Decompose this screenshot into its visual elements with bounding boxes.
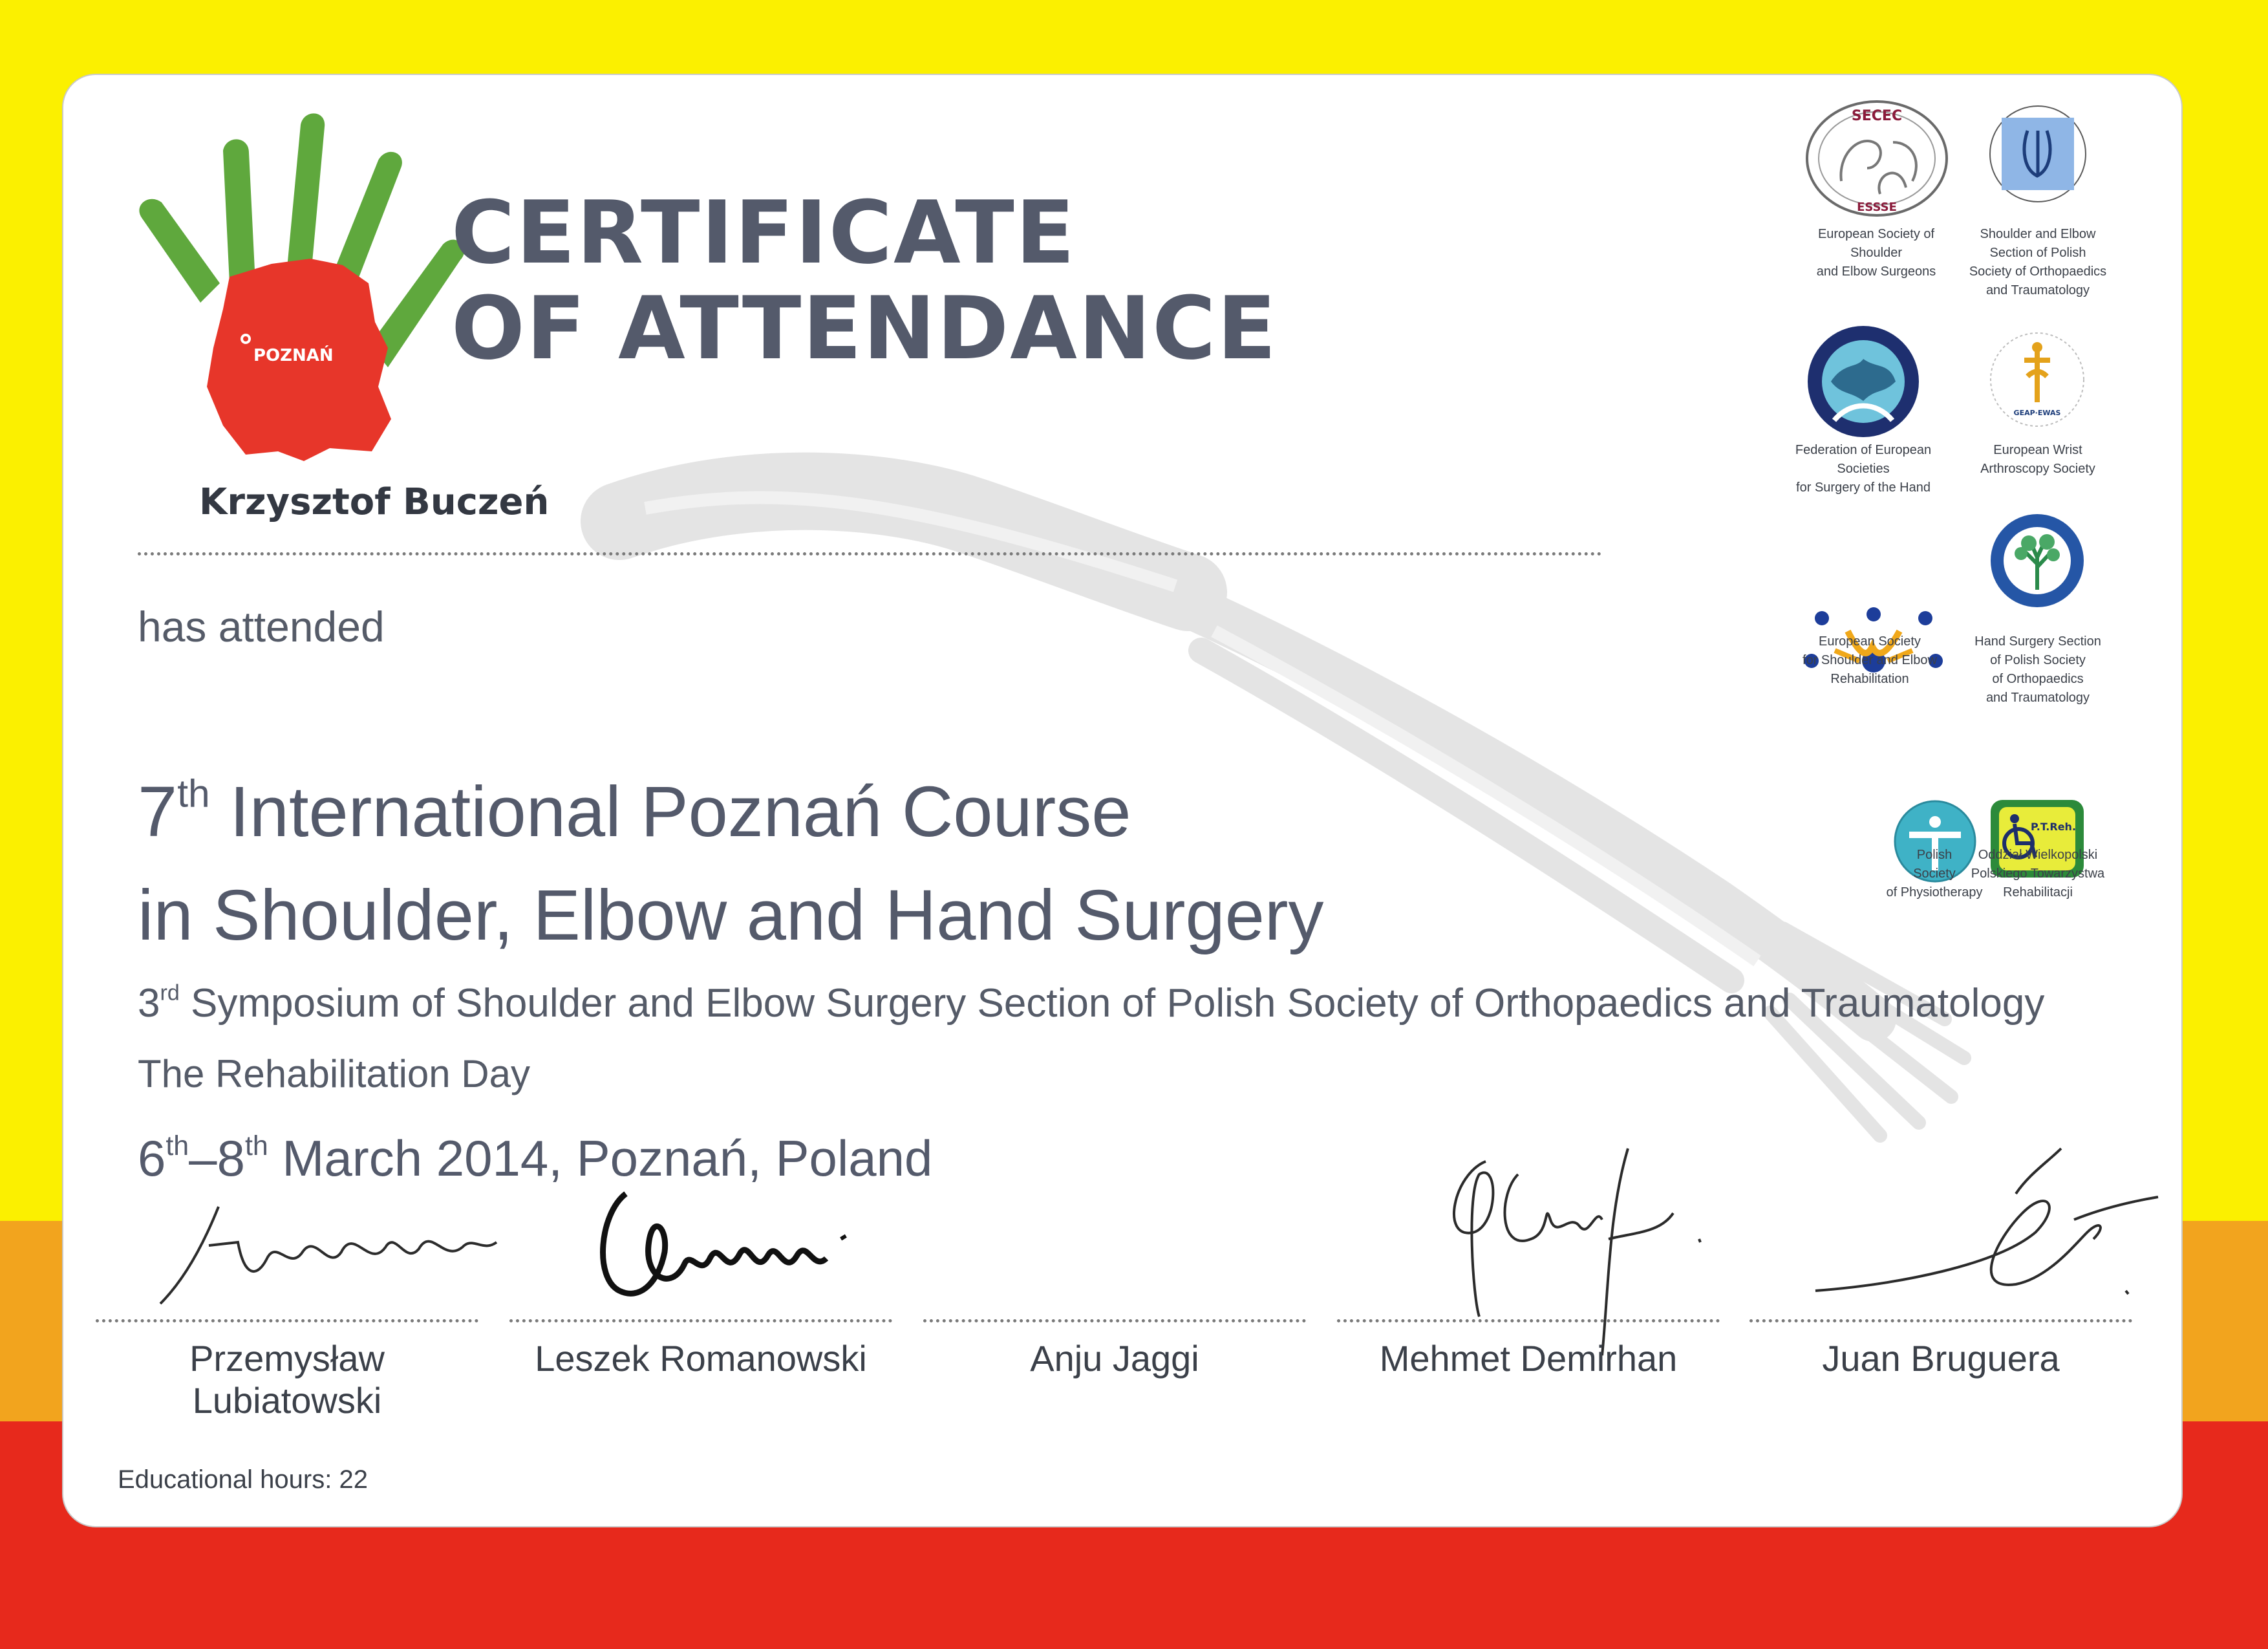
signatory-name: Anju Jaggi (1030, 1338, 1199, 1379)
secec-essse-icon (1803, 97, 1951, 220)
society-caption-hand-surgery: Hand Surgery Section of Polish Society of Orthopaedics and Traumatology (1974, 634, 2101, 705)
svg-text:GEAP·EWAS: GEAP·EWAS (2013, 409, 2061, 417)
signature-line-5 (1749, 1319, 2132, 1322)
rehabilitation-day: The Rehabilitation Day (138, 1052, 531, 1095)
svg-text:P.T.Reh.: P.T.Reh. (2030, 821, 2077, 833)
signatory-name: Juan Bruguera (1822, 1338, 2060, 1379)
hand-surgery-tree-icon (1989, 512, 2086, 609)
poznan-map-label: POZNAŃ (253, 346, 334, 365)
signatory-name: Przemysław Lubiatowski (189, 1338, 385, 1421)
signatory-name: Mehmet Demirhan (1379, 1338, 1678, 1379)
signatory-name: Leszek Romanowski (535, 1338, 867, 1379)
society-caption-ptreh: Oddział Wielkopolski Polskiego Towarzystwa Rehabilitacji (1971, 848, 2105, 900)
signature-romanowski (587, 1174, 884, 1323)
course-title (138, 760, 1324, 967)
fessh-globe-icon (1805, 323, 1921, 440)
title-line-1: CERTIFICATE (451, 182, 1076, 283)
signature-demirhan (1415, 1136, 1751, 1368)
signature-line-2 (509, 1319, 892, 1322)
society-caption-physiotherapy: Polish Society of Physiotherapy (1886, 848, 1983, 900)
signature-line-1 (96, 1319, 478, 1322)
course-line-1: 7th International Poznań Course (138, 771, 1131, 852)
title-line-2: OF ATTENDANCE (451, 278, 1278, 379)
recipient-name-rule (138, 552, 1602, 555)
signature-line-3 (923, 1319, 1306, 1322)
society-caption-fessh: Federation of European Societies for Surgery of the Hand (1795, 443, 1932, 495)
event-dates: 6th–8th March 2014, Poznań, Poland (138, 1130, 933, 1187)
certificate-title (451, 182, 1278, 379)
signature-bruguera (1803, 1136, 2165, 1330)
signature-line-4 (1337, 1319, 1720, 1322)
attended-text: has attended (138, 603, 385, 651)
society-caption-esser: European Society for Shoulder and Elbow Rehabilitation (1803, 634, 1937, 686)
hand-poland-logo (116, 89, 478, 471)
ewas-icon (1989, 331, 2086, 428)
educational-hours: Educational hours: 22 (118, 1465, 368, 1494)
shoulder-elbow-section-icon (1989, 105, 2087, 203)
society-caption-shoulder-elbow-section: Shoulder and Elbow Section of Polish Society of Orthopaedics and Traumatology (1969, 227, 2107, 297)
recipient-name: Krzysztof Buczeń (199, 481, 550, 523)
signature-lubiatowski (147, 1181, 509, 1323)
society-caption-ewas: European Wrist Arthroscopy Society (1980, 443, 2095, 476)
svg-text:ESSSE: ESSSE (1857, 200, 1897, 214)
certificate-sheet (62, 74, 2183, 1527)
svg-text:SECEC: SECEC (1851, 108, 1903, 124)
society-caption-secec: European Society of Shoulder and Elbow Surgeons (1816, 227, 1936, 279)
course-line-2: in Shoulder, Elbow and Hand Surgery (138, 876, 1324, 955)
symposium-line: 3rd Symposium of Shoulder and Elbow Surgery Section of Polish Society of Orthopaedics and Traumatology (138, 980, 2045, 1026)
